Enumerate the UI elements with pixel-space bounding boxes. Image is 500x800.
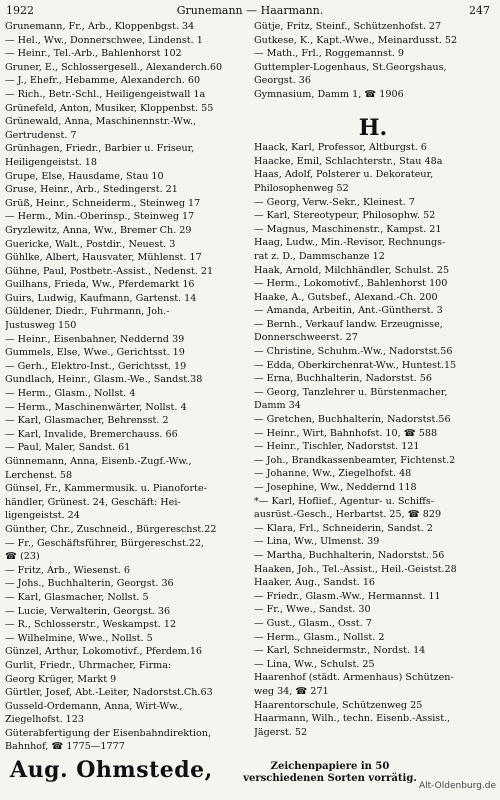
directory-entry: Grünefeld, Anton, Musiker, Kloppenbst. 55	[5, 102, 214, 114]
directory-entry: — R., Schlosserstr., Weskampst. 12	[5, 619, 177, 631]
directory-entry: — Karl, Glasmacher, Nollst. 5	[5, 591, 149, 603]
directory-entry: — Gretchen, Buchhalterin, Nadorstst.56	[254, 414, 451, 426]
directory-entry: *— Karl, Hoflief., Agentur- u. Schiffs-	[254, 495, 435, 507]
directory-entry: Grünewald, Anna, Maschinennstr.-Ww.,	[5, 116, 197, 128]
directory-entry: Gummels, Else, Wwe., Gerichtsst. 19	[5, 347, 185, 359]
directory-entry: Gryzlewitz, Anna, Ww., Bremer Ch. 29	[5, 224, 192, 236]
directory-entry: — Karl, Schneidermstr., Nordst. 14	[254, 645, 426, 657]
directory-entry: — Karl, Glasmacher, Behrensst. 2	[5, 415, 169, 427]
directory-entry: — Herm., Maschinenwärter, Nollst. 4	[5, 401, 187, 413]
directory-entry: — Johs., Buchhalterin, Georgst. 36	[5, 578, 174, 590]
directory-entry: Güldener, Diedr., Fuhrmann, Joh.-	[5, 306, 170, 318]
directory-entry: — Georg, Tanzlehrer u. Bürstenmacher,	[254, 386, 448, 398]
section-letter: H.	[358, 115, 388, 142]
directory-entry: Guericke, Walt., Postdir., Neuest. 3	[5, 238, 176, 250]
directory-entry: Guilhans, Frieda, Ww., Pferdemarkt 16	[5, 279, 195, 291]
directory-entry: — Gerh., Elektro-Inst., Gerichtsst. 19	[5, 360, 187, 372]
directory-entry: Philosophenweg 52	[254, 182, 349, 194]
directory-entry: — Karl, Stereotypeur, Philosophw. 52	[254, 210, 436, 222]
directory-entry: Haas, Adolf, Polsterer u. Dekorateur,	[254, 169, 434, 181]
directory-entry: — Johanne, Ww., Ziegelhofst. 48	[254, 468, 412, 480]
directory-entry: — Karl, Invalide, Bremerchauss. 66	[5, 428, 178, 440]
directory-entry: Damm 34	[254, 400, 301, 412]
directory-entry: — Wilhelmine, Wwe., Nollst. 5	[5, 632, 153, 644]
directory-entry: ausrüst.-Gesch., Herbartst. 25, ☎ 829	[254, 509, 442, 521]
directory-entry: ligengeistst. 24	[5, 510, 80, 522]
directory-entry: — Fr., Wwe., Sandst. 30	[254, 604, 371, 616]
directory-entry: Lerchenst. 58	[5, 469, 73, 481]
directory-entry: — Math., Frl., Roggemannst. 9	[254, 48, 404, 60]
directory-entry: Haaken, Joh., Tel.-Assist., Heil.-Geistst.28	[254, 563, 457, 575]
directory-entry: Grunemann, Fr., Arb., Kloppenbgst. 34	[5, 21, 195, 32]
directory-entry: Georgst. 36	[254, 75, 311, 87]
directory-entry: Georg Krüger, Markt 9	[5, 673, 117, 685]
directory-entry: Gürtler, Josef, Abt.-Leiter, Nadorstst.Ch.63	[5, 687, 213, 699]
directory-entry: Haacke, Emil, Schlachterstr., Stau 48a	[254, 155, 443, 167]
directory-entry: Ziegelhofst. 123	[5, 714, 84, 726]
advert-text: Zeichenpapiere in 50 verschiedenen Sorten vorrätig.	[243, 761, 417, 784]
directory-entry: Gertrudenst. 7	[5, 129, 77, 141]
directory-entry: — Magnus, Maschinenstr., Kampst. 21	[254, 223, 442, 235]
directory-entry: — Herm., Glasm., Nollst. 4	[5, 388, 136, 400]
directory-entry: ☎ (23)	[5, 551, 40, 563]
directory-entry: — Heinr., Eisenbahner, Neddernd 39	[5, 333, 185, 345]
directory-entry: Justusweg 150	[5, 320, 77, 332]
directory-entry: Guttempler-Logenhaus, St.Georgshaus,	[254, 61, 447, 73]
directory-entry: Haarentorschule, Schützenweg 25	[254, 699, 423, 711]
directory-entry: — Lina, Ww., Ulmenst. 39	[254, 536, 380, 548]
directory-entry: Günzel, Arthur, Lokomotivf., Pferdem.16	[5, 646, 203, 658]
directory-entry: Grupe, Else, Hausdame, Stau 10	[5, 170, 164, 182]
year-label: 1922	[6, 4, 34, 17]
watermark: Alt-Oldenburg.de	[418, 781, 496, 791]
directory-entry: — Edda, Oberkirchenrat-Ww., Huntest.15	[254, 359, 457, 371]
directory-entry: — Heinr., Tel.-Arb., Bahlenhorst 102	[5, 48, 182, 60]
directory-entry: — J., Ehefr., Hebamme, Alexanderch. 60	[5, 75, 201, 87]
directory-entry: — Heinr., Wirt, Bahnhofst. 10, ☎ 588	[254, 427, 438, 439]
directory-entry: — Martha, Buchhalterin, Nadorstst. 56	[254, 549, 445, 561]
directory-entry: Donnerschweerst. 27	[254, 332, 358, 344]
directory-entry: — Bernh., Verkauf landw. Erzeugnisse,	[254, 318, 443, 330]
directory-entry: Gutkese, K., Kapt.-Wwe., Meinardusst. 52	[254, 34, 458, 46]
directory-entry: — Heinr., Tischler, Nadorstst. 121	[254, 441, 420, 453]
directory-entry: Gühlke, Albert, Hausvater, Mühlenst. 17	[5, 252, 202, 264]
directory-entry: rat z. D., Dammschanze 12	[254, 250, 385, 262]
directory-entry: Jägerst. 52	[254, 726, 308, 738]
directory-entry: — Hel., Ww., Donnerschwee, Lindenst. 1	[5, 34, 203, 46]
directory-entry: — Lina, Ww., Schulst. 25	[254, 658, 375, 670]
left-column	[5, 20, 243, 754]
directory-entry: — Georg, Verw.-Sekr., Kleinest. 7	[254, 196, 415, 208]
directory-entry: Gruse, Heinr., Arb., Stedingerst. 21	[5, 184, 178, 196]
directory-entry: händler, Grünest. 24, Geschäft: Hei-	[5, 496, 181, 508]
directory-entry: — Rich., Betr.-Schl., Heiligengeistwall 1a	[5, 88, 206, 100]
directory-entry: Gruner, E., Schlossergesell., Alexanderch.60	[5, 61, 223, 73]
directory-entry: — Fr., Geschäftsführer, Bürgereschst.22,	[5, 537, 205, 549]
directory-entry: — Amanda, Arbeitin, Ant.-Güntherst. 3	[254, 305, 443, 317]
directory-entry: Gundlach, Heinr., Glasm.-We., Sandst.38	[5, 374, 203, 386]
right-column	[254, 20, 492, 739]
directory-entry: — Herm., Min.-Oberinsp., Steinweg 17	[5, 211, 195, 223]
directory-entry: Gurlit, Friedr., Uhrmacher, Firma:	[5, 659, 172, 671]
directory-entry: weg 34, ☎ 271	[254, 685, 329, 697]
directory-entry: — Herm., Lokomotivf., Bahlenhorst 100	[254, 278, 448, 290]
directory-entry: Günsel, Fr., Kammermusik. u. Pianoforte-	[5, 483, 207, 495]
directory-entry: — Lucie, Verwalterin, Georgst. 36	[5, 605, 171, 617]
directory-entry: Gusseld-Ordemann, Anna, Wirt-Ww.,	[5, 700, 183, 712]
directory-entry: Haarmann, Wilh., techn. Eisenb.-Assist.,	[254, 713, 451, 725]
directory-entry: — Paul, Maler, Sandst. 61	[5, 442, 131, 454]
directory-entry: — Herm., Glasm., Nollst. 2	[254, 631, 385, 643]
directory-entry: Haaker, Aug., Sandst. 16	[254, 577, 376, 589]
directory-entry: Haarenhof (städt. Armenhaus) Schützen-	[254, 672, 454, 684]
page-header	[0, 4, 500, 20]
spacer	[254, 102, 492, 116]
directory-entry: Bahnhof, ☎ 1775—1777	[5, 741, 125, 753]
page-number: 247	[469, 4, 490, 17]
directory-entry: Haack, Karl, Professor, Altburgst. 6	[254, 142, 427, 154]
directory-entry: Heiligengeistst. 18	[5, 156, 97, 168]
directory-entry: Günther, Chr., Zuschneid., Bürgereschst.22	[5, 523, 217, 535]
page-title: Grunemann — Haarmann.	[176, 4, 324, 17]
directory-entry: Gymnasium, Damm 1, ☎ 1906	[254, 88, 404, 100]
directory-entry: — Erna, Buchhalterin, Nadorstst. 56	[254, 373, 432, 385]
directory-entry: Gühne, Paul, Postbetr.-Assist., Nedenst. 21	[5, 265, 214, 277]
advertisement-footer	[0, 755, 500, 795]
advert-name: Aug. Ohmstede,	[10, 757, 213, 783]
directory-entry: — Josephine, Ww., Neddernd 118	[254, 482, 417, 493]
directory-entry: Grünhagen, Friedr., Barbier u. Friseur,	[5, 143, 195, 155]
directory-entry: Haak, Arnold, Milchhändler, Schulst. 25	[254, 264, 450, 276]
directory-entry: — Christine, Schuhm.-Ww., Nadorstst.56	[254, 346, 453, 358]
directory-entry: Haag, Ludw., Min.-Revisor, Rechnungs-	[254, 237, 446, 249]
directory-entry: — Klara, Frl., Schneiderin, Sandst. 2	[254, 522, 433, 534]
directory-entry: — Joh., Brandkassenbeamter, Fichtenst.2	[254, 454, 456, 466]
directory-entry: — Friedr., Glasm.-Ww., Hermannst. 11	[254, 590, 441, 602]
directory-entry: — Gust., Glasm., Osst. 7	[254, 617, 372, 629]
directory-entry: Haake, A., Gutsbef., Alexand.-Ch. 200	[254, 291, 438, 303]
directory-entry: Günnemann, Anna, Eisenb.-Zugf.-Ww.,	[5, 456, 192, 467]
directory-entry: Güterabfertigung der Eisenbahndirektion,	[5, 727, 211, 739]
directory-entry: — Fritz, Arb., Wiesenst. 6	[5, 564, 130, 576]
directory-entry: Grüß, Heinr., Schneiderm., Steinweg 17	[5, 197, 201, 209]
directory-entry: Guirs, Ludwig, Kaufmann, Gartenst. 14	[5, 292, 197, 304]
directory-entry: Gütje, Fritz, Steinf., Schützenhofst. 27	[254, 21, 442, 32]
